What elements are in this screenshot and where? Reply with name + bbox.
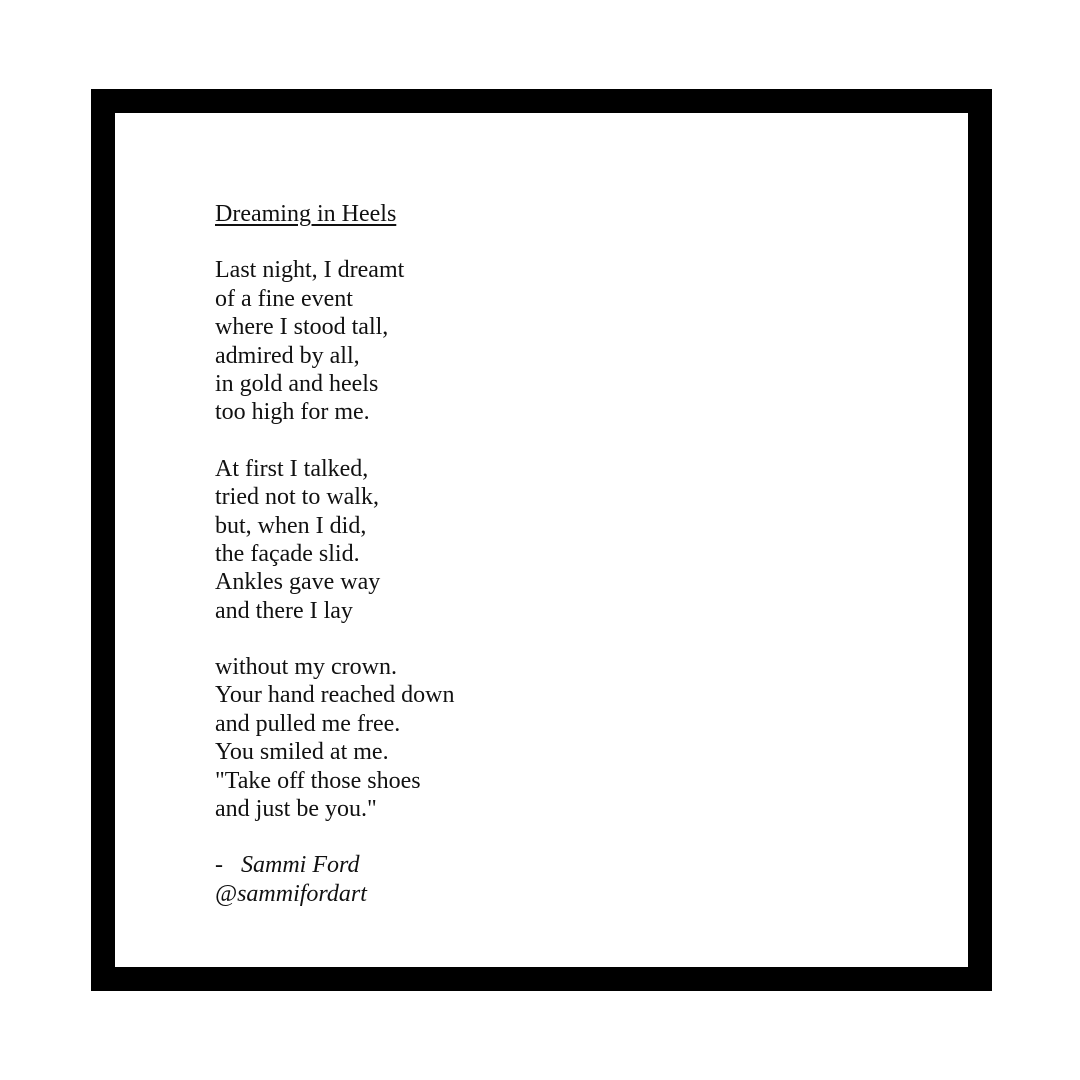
poem-line: Last night, I dreamt — [215, 257, 405, 284]
poem-line: and just be you." — [215, 796, 377, 823]
poem-line: "Take off those shoes — [215, 767, 421, 794]
poem-line: At first I talked, — [215, 455, 369, 482]
poem-line: of a fine event — [215, 285, 353, 312]
stanza-1 — [215, 256, 455, 426]
signature-dash: - — [215, 852, 223, 879]
black-frame — [91, 89, 992, 991]
poem-line: the façade slid. — [215, 540, 360, 567]
poem-line: tried not to walk, — [215, 484, 379, 511]
poem — [215, 200, 455, 908]
poem-line: You smiled at me. — [215, 739, 389, 766]
poem-line: Ankles gave way — [215, 569, 381, 596]
poem-line: and there I lay — [215, 597, 353, 624]
poem-line: where I stood tall, — [215, 314, 389, 341]
title-spacer — [215, 228, 455, 256]
stanza-2 — [215, 455, 455, 625]
poem-line: without my crown. — [215, 654, 397, 681]
poem-line: in gold and heels — [215, 370, 379, 397]
poem-line: and pulled me free. — [215, 710, 401, 737]
poem-title: Dreaming in Heels — [215, 201, 397, 227]
poem-line: Your hand reached down — [215, 682, 455, 709]
poem-line: too high for me. — [215, 399, 370, 426]
author-line — [215, 851, 455, 879]
signature — [215, 851, 455, 908]
author-name: Sammi Ford — [241, 852, 360, 879]
poem-line: but, when I did, — [215, 512, 367, 539]
poem-card — [115, 113, 968, 967]
author-handle: @sammifordart — [215, 880, 367, 907]
stanza-3 — [215, 653, 455, 823]
poem-line: admired by all, — [215, 342, 360, 369]
